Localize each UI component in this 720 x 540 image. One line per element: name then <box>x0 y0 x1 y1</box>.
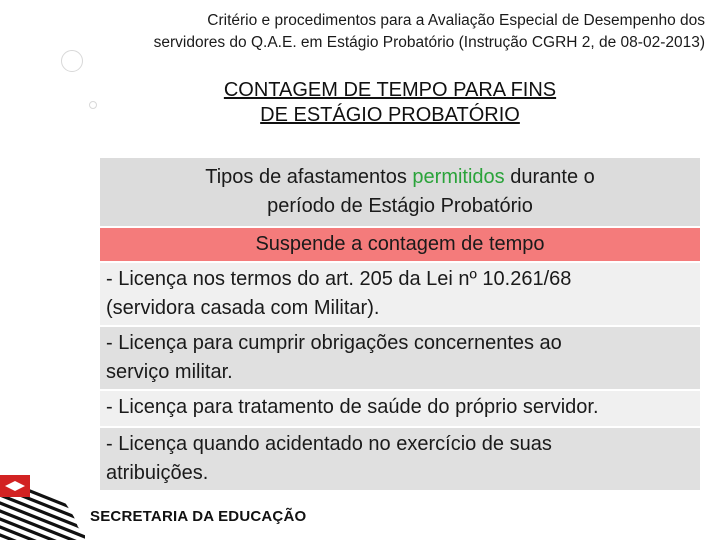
title-line-1: CONTAGEM DE TEMPO PARA FINS <box>223 79 557 101</box>
table-row <box>100 327 700 389</box>
row-line-2: atribuições. <box>106 462 209 484</box>
document-header <box>100 10 705 54</box>
table-subheading: Suspende a contagem de tempo <box>100 228 700 261</box>
table-row <box>100 263 700 325</box>
table-heading <box>100 158 700 226</box>
table-heading-line-2: período de Estágio Probatório <box>267 195 533 217</box>
table-row <box>100 428 700 490</box>
row-line-2: (servidora casada com Militar). <box>106 297 380 319</box>
heading-accent: permitidos <box>412 166 505 188</box>
row-line-1: - Licença nos termos do art. 205 da Lei nº 10.261/68 <box>106 268 572 290</box>
page-title <box>160 78 620 128</box>
row-line-1: - Licença quando acidentado no exercício de suas <box>106 433 552 455</box>
header-line-2: servidores do Q.A.E. em Estágio Probatório (Instrução CGRH 2, de 08-02-2013) <box>153 34 705 51</box>
decorative-dot-icon <box>89 101 97 109</box>
row-line-1: - Licença para cumprir obrigações concernentes ao <box>106 332 562 354</box>
footer-organization: SECRETARIA DA EDUCAÇÃO <box>90 508 307 525</box>
row-line-1: - Licença para tratamento de saúde do próprio servidor. <box>106 396 599 418</box>
header-line-1: Critério e procedimentos para a Avaliação Especial de Desempenho dos <box>207 12 705 29</box>
leave-types-table <box>100 158 700 490</box>
sao-paulo-state-map-icon <box>0 455 85 540</box>
heading-part-1: Tipos de afastamentos <box>205 166 413 188</box>
table-row <box>100 391 700 426</box>
table-heading-line-1 <box>100 163 700 192</box>
heading-part-2: durante o <box>504 166 595 188</box>
decorative-ring-icon <box>61 50 83 72</box>
title-line-2: DE ESTÁGIO PROBATÓRIO <box>260 104 520 126</box>
row-line-2: serviço militar. <box>106 361 233 383</box>
